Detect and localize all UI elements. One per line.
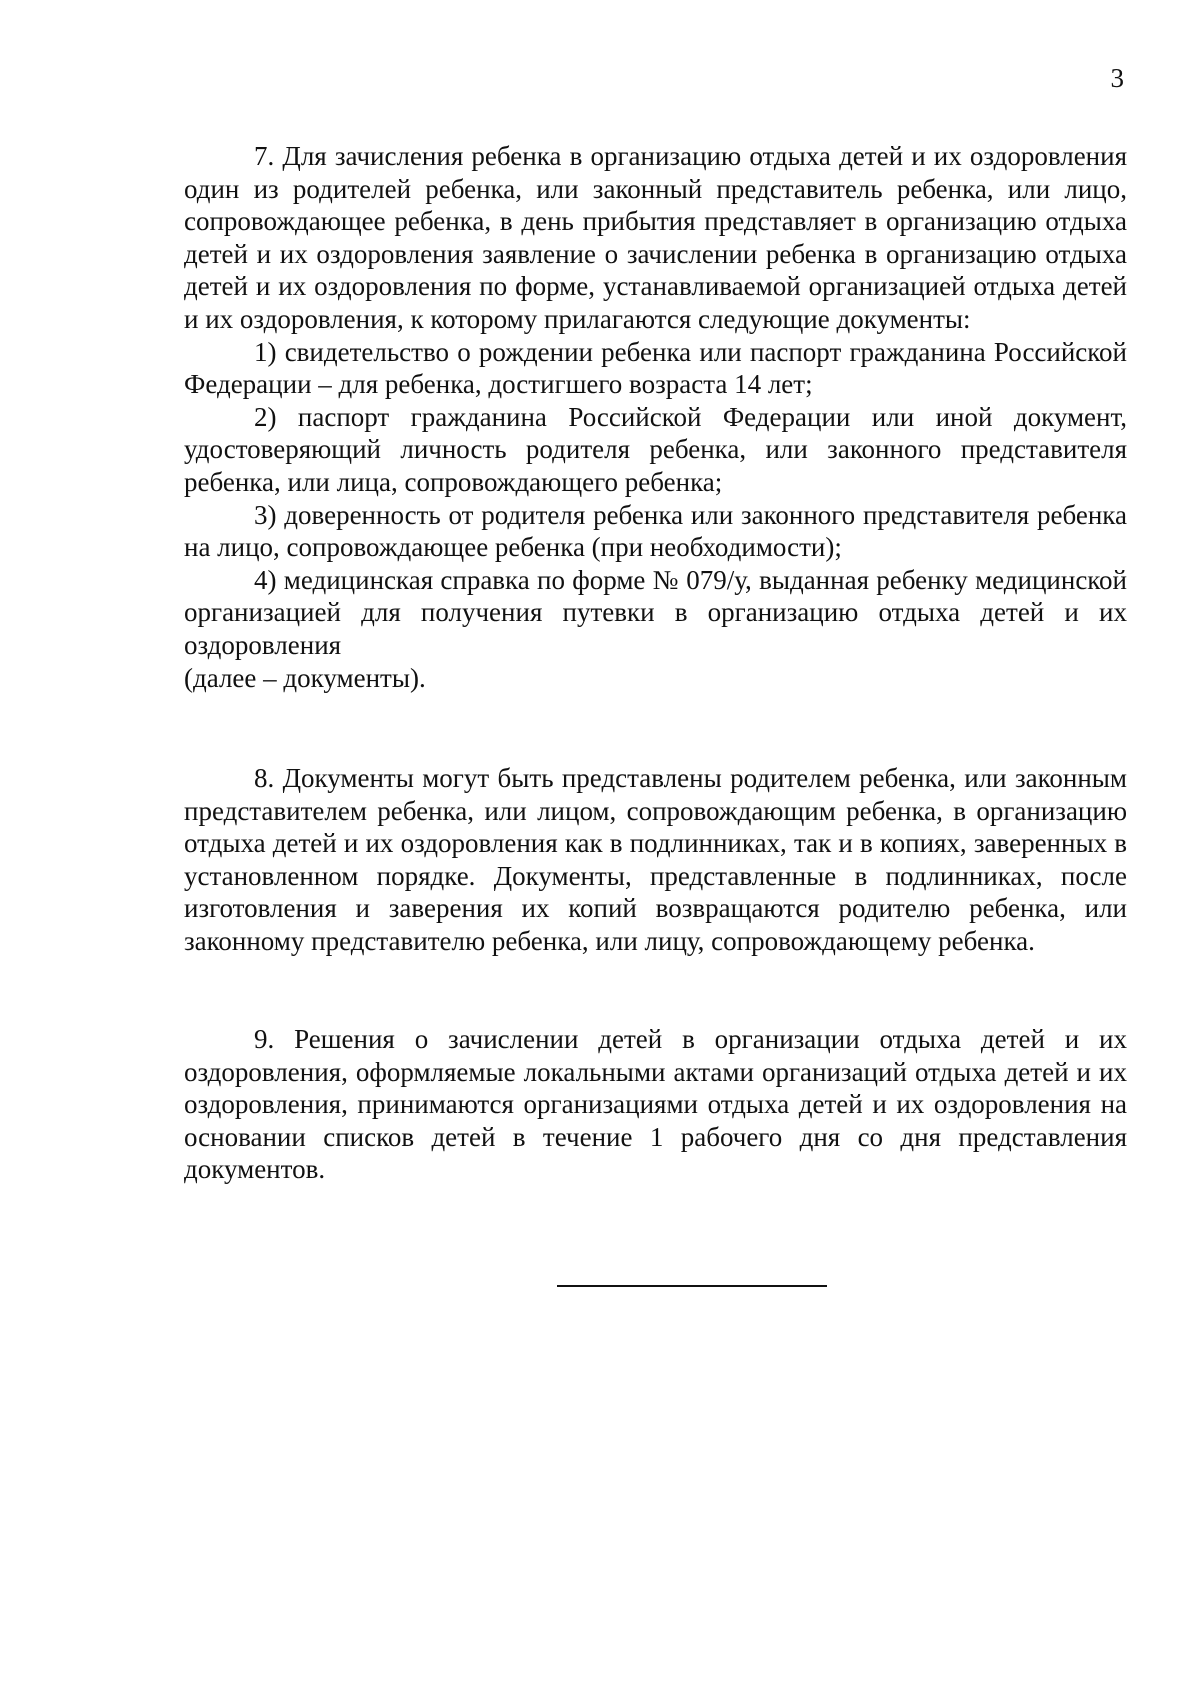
end-of-document-rule <box>557 1285 827 1287</box>
section-7-closing: (далее – документы). <box>184 662 426 693</box>
section-8-text: 8. Документы могут быть представлены родителем ребенка, или законным представителем ребенка, или лицом, сопровождающим ребенка, в организацию отдыха детей и их оздоровления как в подлинниках, так и в копиях, заверенных в установленном порядке. Документы, представленные в подлинниках, после изготовления и заверения их копий возвращаются родителю ребенка, или законному представителю ребенка, или лицу, сопровождающему ребенка. <box>184 763 1127 956</box>
section-7-intro: 7. Для зачисления ребенка в организацию отдыха детей и их оздоровления один из родителей ребенка, или законный представитель ребенка, или лицо, сопровождающее ребенка, в день прибытия представляет в организацию отдыха детей и их оздоровления заявление о зачислении ребенка в организацию отдыха детей и их оздоровления по форме, устанавливаемой организацией отдыха детей и их оздоровления, к которому прилагаются следующие документы: <box>184 141 1127 334</box>
section-7 <box>184 140 1127 694</box>
section-9-text: 9. Решения о зачислении детей в организации отдыха детей и их оздоровления, оформляемые локальными актами организаций отдыха детей и их оздоровления, принимаются организациями отдыха детей и их оздоровления на основании списков детей в течение 1 рабочего дня со дня представления документов. <box>184 1024 1127 1185</box>
section-7-item-4: 4) медицинская справка по форме № 079/у, выданная ребенку медицинской организацией для получения путевки в организацию отдыха детей и их оздоровления <box>184 564 1127 660</box>
section-8 <box>184 762 1127 958</box>
section-7-item-1: 1) свидетельство о рождении ребенка или паспорт гражданина Российской Федерации – для ребенка, достигшего возраста 14 лет; <box>184 336 1127 400</box>
section-7-item-3: 3) доверенность от родителя ребенка или законного представителя ребенка на лицо, сопровождающее ребенка (при необходимости); <box>184 499 1127 563</box>
section-7-item-2: 2) паспорт гражданина Российской Федерации или иной документ, удостоверяющий личность родителя ребенка, или законного представителя ребенка, или лица, сопровождающего ребенка; <box>184 401 1127 497</box>
section-9 <box>184 1023 1127 1186</box>
page-number: 3 <box>1110 63 1124 93</box>
